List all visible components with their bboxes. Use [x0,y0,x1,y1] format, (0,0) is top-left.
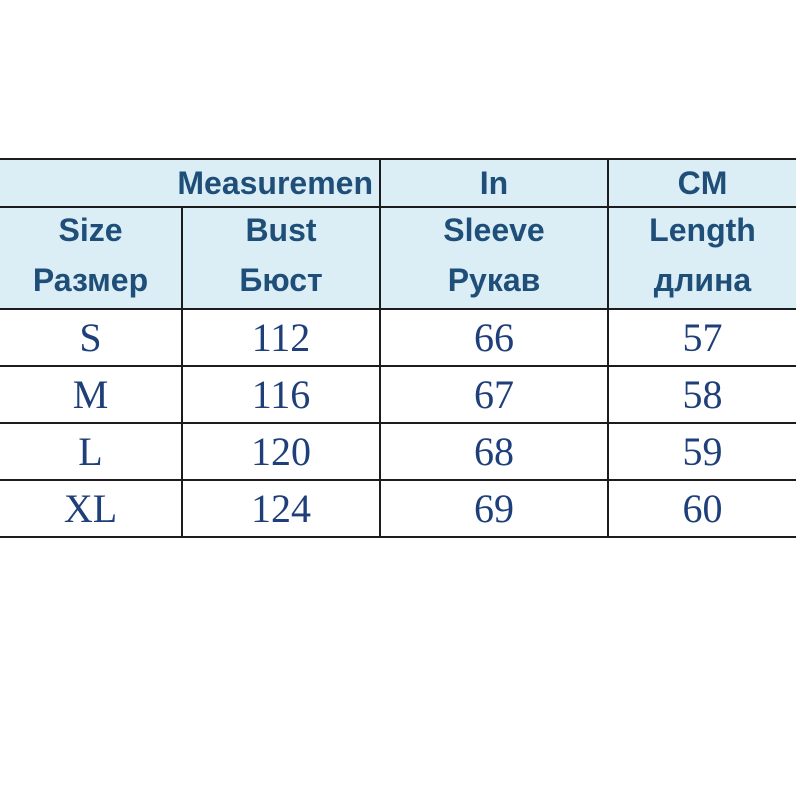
sleeve-cell: 69 [380,480,608,537]
sleeve-cell: 67 [380,366,608,423]
bust-header: Bust [182,207,380,252]
size-cell: XL [0,480,182,537]
bust-cell: 120 [182,423,380,480]
bust-cell: 112 [182,309,380,366]
table-row [0,366,796,423]
bust-cell: 124 [182,480,380,537]
unit-cm-header: CM [608,159,796,207]
column-header-en-row [0,207,796,252]
sleeve-cell: 66 [380,309,608,366]
unit-in-header: In [380,159,608,207]
table-row [0,309,796,366]
bust-header-ru: Бюст [182,252,380,309]
length-header-ru: длина [608,252,796,309]
size-cell: L [0,423,182,480]
length-cell: 59 [608,423,796,480]
column-header-ru-row [0,252,796,309]
length-header: Length [608,207,796,252]
size-cell: M [0,366,182,423]
size-header-ru: Размер [0,252,182,309]
sleeve-cell: 68 [380,423,608,480]
length-cell: 58 [608,366,796,423]
table-row [0,480,796,537]
measurement-header-row [0,159,796,207]
length-cell: 60 [608,480,796,537]
measurement-header: Measuremen [0,159,380,207]
length-cell: 57 [608,309,796,366]
sleeve-header-ru: Рукав [380,252,608,309]
size-header: Size [0,207,182,252]
size-chart-table [0,158,796,538]
sleeve-header: Sleeve [380,207,608,252]
table-row [0,423,796,480]
size-cell: S [0,309,182,366]
bust-cell: 116 [182,366,380,423]
